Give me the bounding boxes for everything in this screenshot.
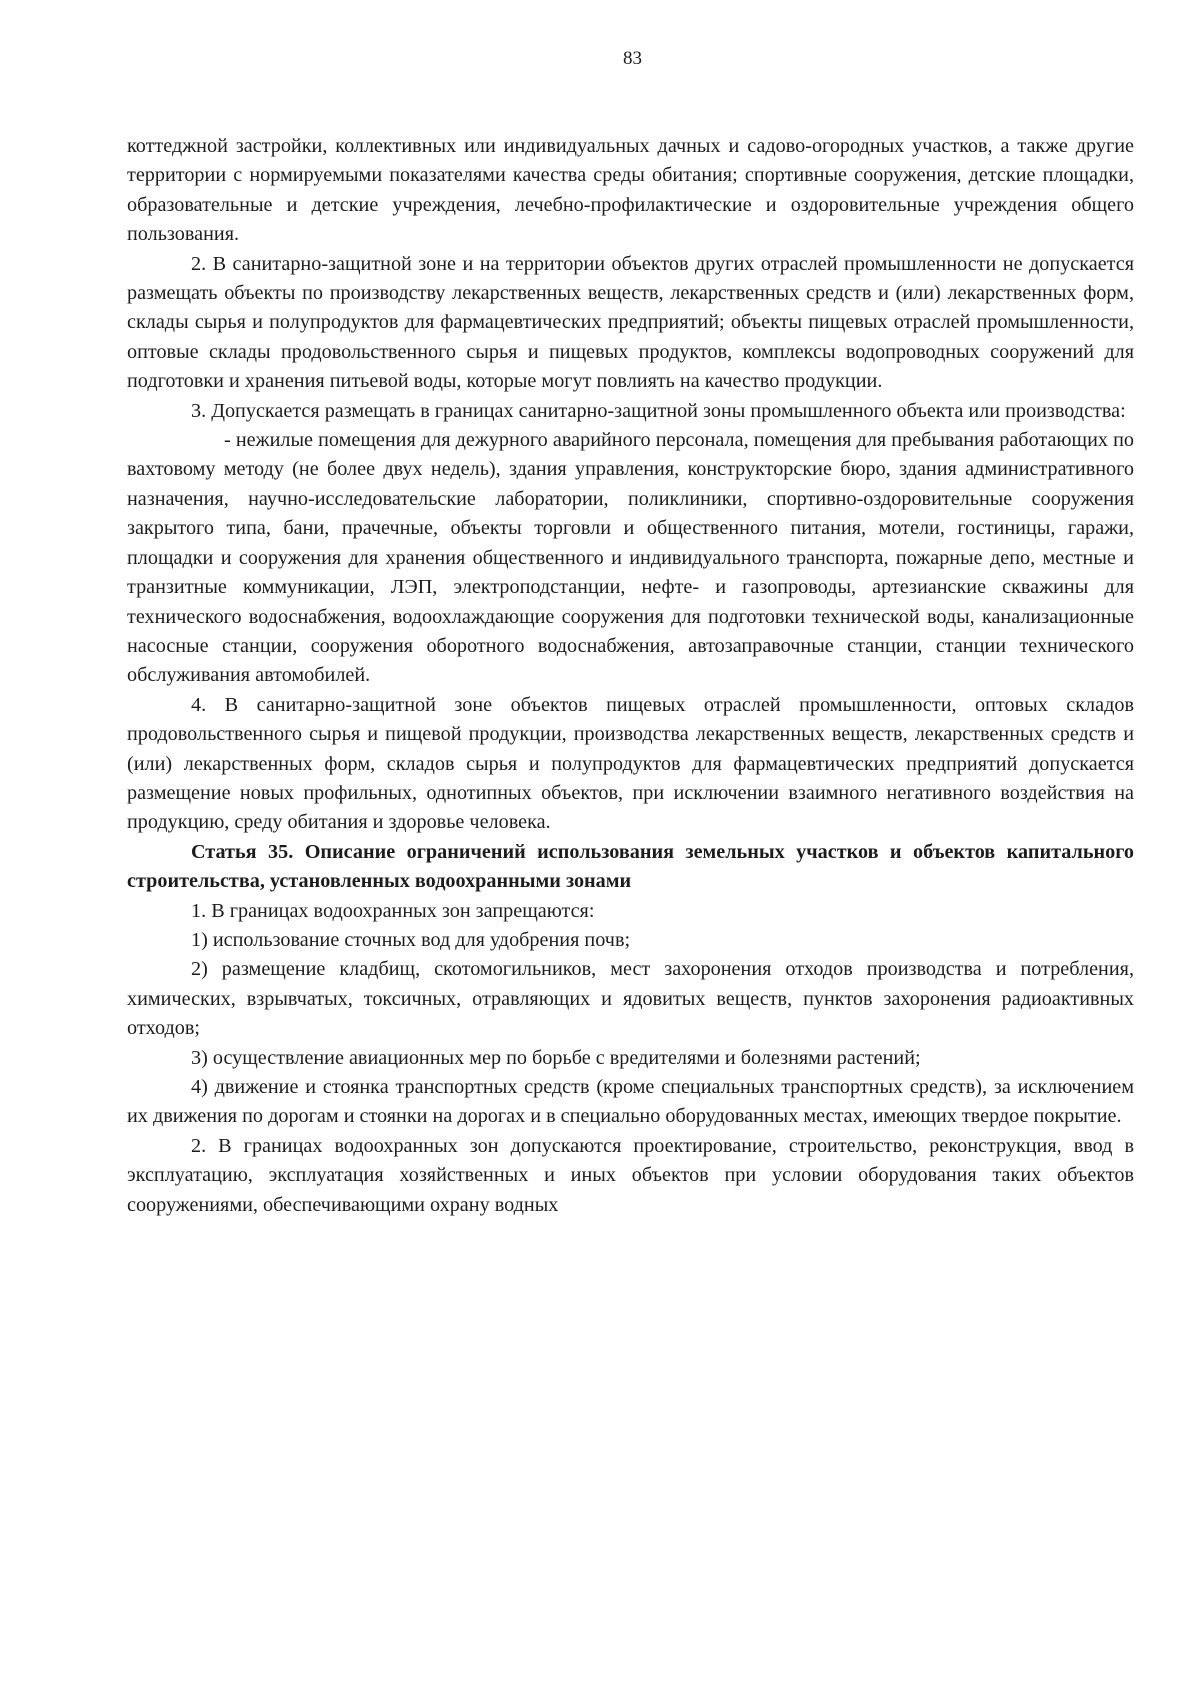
paragraph-item-3: 3. Допускается размещать в границах санитарно-защитной зоны промышленного объекта или производства: [191, 399, 1126, 422]
paragraph-dash-list: - нежилые помещения для дежурного аварийного персонала, помещения для пребывания работающих по вахтовому методу (не более двух недель), здания управления, конструкторские бюро, здания административного назначения, научно-исследовательские лаборатории, поликлиники, спортивно-оздоровительные сооружения закрытого типа, бани, прачечные, объекты торговли и общественного питания, мотели, гостиницы, гаражи, площадки и сооружения для хранения общественного и индивидуального транспорта, пожарные депо, местные и транзитные коммуникации, ЛЭП, электроподстанции, нефте- и газопроводы, артезианские скважины для технического водоснабжения, водоохлаждающие сооружения для подготовки технической воды, канализационные насосные станции, сооружения оборотного водоснабжения, автозаправочные станции, станции технического обслуживания автомобилей. [127, 429, 1134, 687]
page-number: 83 [623, 48, 642, 69]
paragraph-subitem-4: 4) движение и стоянка транспортных средств (кроме специальных транспортных средств), за исключением их движения по дорогам и стоянки на дорогах и в специально оборудованных местах, имеющих твердое покрытие. [127, 1076, 1134, 1128]
paragraph-article-item-1: 1. В границах водоохранных зон запрещаются: [191, 899, 595, 922]
document-body [127, 132, 1134, 1220]
paragraph-item-2: 2. В санитарно-защитной зоне и на территории объектов других отраслей промышленности не допускается размещать объекты по производству лекарственных веществ, лекарственных средств и (или) лекарственных форм, склады сырья и полупродуктов для фармацевтических предприятий; объекты пищевых отраслей промышленности, оптовые склады продовольственного сырья и пищевых продуктов, комплексы водопроводных сооружений для подготовки и хранения питьевой воды, которые могут повлиять на качество продукции. [127, 252, 1134, 393]
paragraph-subitem-3: 3) осуществление авиационных мер по борьбе с вредителями и болезнями растений; [191, 1046, 921, 1069]
paragraph-continuation: коттеджной застройки, коллективных или индивидуальных дачных и садово-огородных участков, а также другие территории с нормируемыми показателями качества среды обитания; спортивные сооружения, детские площадки, образовательные и детские учреждения, лечебно-профилактические и оздоровительные учреждения общего пользования. [127, 135, 1134, 246]
paragraph-subitem-2: 2) размещение кладбищ, скотомогильников, мест захоронения отходов производства и потребления, химических, взрывчатых, токсичных, отравляющих и ядовитых веществ, пунктов захоронения радиоактивных отходов; [127, 958, 1134, 1040]
article-title: Статья 35. Описание ограничений использования земельных участков и объектов капитального строительства, установленных водоохранными зонами [127, 840, 1134, 893]
paragraph-subitem-1: 1) использование сточных вод для удобрения почв; [191, 928, 631, 951]
paragraph-item-4: 4. В санитарно-защитной зоне объектов пищевых отраслей промышленности, оптовых складов продовольственного сырья и пищевой продукции, производства лекарственных веществ, лекарственных средств и (или) лекарственных форм, складов сырья и полупродуктов для фармацевтических предприятий допускается размещение новых профильных, однотипных объектов, при исключении взаимного негативного воздействия на продукцию, среду обитания и здоровье человека. [127, 693, 1134, 834]
paragraph-article-item-2: 2. В границах водоохранных зон допускаются проектирование, строительство, реконструкция, ввод в эксплуатацию, эксплуатация хозяйственных и иных объектов при условии оборудования таких объектов сооружениями, обеспечивающими охрану водных [127, 1134, 1134, 1216]
